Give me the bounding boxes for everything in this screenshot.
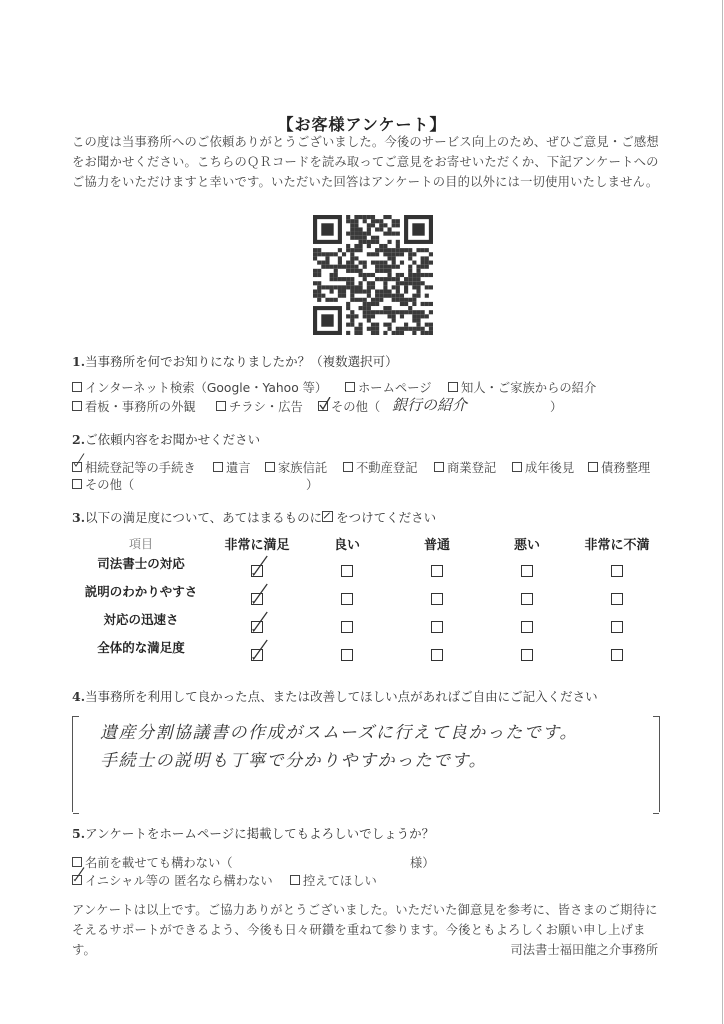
option-label: その他（ (331, 400, 381, 414)
column-header: 非常に満足 (224, 537, 290, 553)
option-label: 名前を載せても構わない（ (85, 856, 233, 870)
satisfaction-item-label: 説明のわかりやすさ (84, 584, 198, 599)
q3-question-post: をつけてください (336, 510, 437, 525)
q5-option-decline[interactable] (290, 871, 377, 889)
office-signature: 司法書士福田龍之介事務所 (510, 943, 658, 957)
rating-cell (212, 638, 302, 666)
option-label: 看板・事務所の外観 (85, 400, 196, 414)
q2-option-inheritance[interactable] (72, 458, 196, 476)
rating-checkbox-checked[interactable] (251, 565, 263, 577)
rating-cell (212, 610, 302, 638)
checkbox[interactable] (434, 462, 444, 472)
rating-checkbox-checked[interactable] (251, 621, 263, 633)
q1-number: 1. (72, 354, 86, 369)
option-label: 控えてほしい (303, 874, 377, 888)
rating-cell (572, 610, 662, 638)
rating-checkbox[interactable] (341, 649, 353, 661)
check-mark-icon (73, 864, 85, 884)
option-label: 商業登記 (447, 461, 497, 475)
satisfaction-item-label: 司法書士の対応 (97, 556, 185, 571)
checkbox[interactable] (216, 401, 226, 411)
rating-checkbox[interactable] (341, 621, 353, 633)
rating-checkbox[interactable] (611, 649, 623, 661)
satisfaction-row (70, 554, 662, 582)
closing-paragraph: アンケートは以上です。ご協力ありがとうございました。いただいた御意見を参考に、皆さまのご期待にそえるサポートができるよう、今後も日々研鑽を重ねて参ります。今後ともよろしくお願い申し上げます。 (72, 903, 658, 957)
option-label: 相続登記等の手続き (85, 461, 196, 475)
option-label: 知人・ご家族からの紹介 (461, 381, 597, 395)
q1-heading (72, 352, 398, 370)
rating-cell (302, 582, 392, 610)
rating-checkbox[interactable] (431, 565, 443, 577)
satisfaction-row (70, 638, 662, 666)
q4-answer-line-1: 遺産分割協議書の作成がスムーズに行えて良かったです。 (100, 723, 578, 743)
q2-option-commercial[interactable] (434, 458, 496, 476)
rating-checkbox[interactable] (521, 649, 533, 661)
rating-checkbox[interactable] (521, 565, 533, 577)
check-mark-icon (251, 581, 269, 605)
checkbox[interactable] (72, 382, 82, 392)
q2-heading (72, 430, 260, 448)
rating-cell (302, 638, 392, 666)
item-header: 項目 (128, 536, 153, 551)
q1-option-flyer[interactable] (216, 397, 303, 415)
q4-answer-line-2: 手続士の説明も丁寧で分かりやすかったです。 (100, 751, 488, 771)
q3-heading (72, 508, 436, 526)
rating-checkbox[interactable] (431, 593, 443, 605)
q2-option-will[interactable] (213, 458, 251, 476)
q1-question: 当事務所を何でお知りになりましたか？（複数選択可） (85, 354, 398, 369)
rating-checkbox[interactable] (521, 621, 533, 633)
rating-checkbox-checked[interactable] (251, 593, 263, 605)
q2-option-family-trust[interactable] (265, 458, 327, 476)
q3-number: 3. (72, 510, 86, 525)
check-mark-icon (251, 637, 269, 661)
rating-cell (392, 582, 482, 610)
rating-cell (392, 554, 482, 582)
option-label: 不動産登記 (356, 461, 418, 475)
q1-other-answer[interactable]: 銀行の紹介 (392, 396, 468, 414)
checkbox[interactable] (448, 382, 458, 392)
q1-option-internet[interactable] (72, 378, 327, 396)
q2-other-close: ） (306, 478, 319, 492)
rating-checkbox[interactable] (341, 565, 353, 577)
rating-cell (572, 582, 662, 610)
q2-option-real-estate[interactable] (343, 458, 418, 476)
option-label: 遺言 (226, 461, 251, 475)
column-header: 良い (333, 537, 360, 553)
option-label: ホームページ (358, 381, 432, 395)
rating-cell (482, 610, 572, 638)
check-mark-icon (323, 512, 332, 521)
checkbox[interactable] (588, 462, 598, 472)
rating-checkbox[interactable] (431, 649, 443, 661)
rating-cell (392, 638, 482, 666)
rating-cell (482, 582, 572, 610)
q3-question-pre: 以下の満足度について、あてはまるものに (85, 510, 323, 525)
checkbox[interactable] (290, 875, 300, 885)
rating-cell (212, 554, 302, 582)
q5-option-name-ok[interactable] (72, 853, 233, 871)
rating-checkbox[interactable] (611, 621, 623, 633)
rating-checkbox[interactable] (341, 593, 353, 605)
rating-cell (482, 554, 572, 582)
q5-name-suffix: 様） (410, 856, 435, 870)
rating-checkbox[interactable] (431, 621, 443, 633)
scan-edge-line (722, 0, 723, 1024)
check-mark-icon (251, 553, 269, 577)
checkbox[interactable] (343, 462, 353, 472)
qr-code[interactable] (313, 215, 433, 335)
rating-checkbox[interactable] (521, 593, 533, 605)
satisfaction-row (70, 610, 662, 638)
q1-option-other[interactable] (318, 397, 380, 415)
column-header: 普通 (423, 537, 450, 553)
rating-checkbox[interactable] (611, 593, 623, 605)
checkbox[interactable] (345, 382, 355, 392)
option-label: 家族信託 (278, 461, 328, 475)
q4-question: 当事務所を利用して良かった点、または改善してほしい点があればご自由にご記入ください (85, 689, 598, 704)
q4-heading (72, 687, 598, 705)
q5-number: 5. (72, 826, 86, 841)
option-label: チラシ・広告 (229, 400, 303, 414)
check-mark-icon (73, 449, 85, 471)
rating-cell (302, 554, 392, 582)
checkbox-checked[interactable] (72, 462, 82, 472)
q1-option-referral[interactable] (448, 378, 596, 396)
q2-number: 2. (72, 432, 86, 447)
satisfaction-item-label: 対応の迅速さ (103, 612, 179, 627)
rating-cell (392, 610, 482, 638)
q2-option-other[interactable] (72, 475, 134, 493)
checkbox[interactable] (512, 462, 522, 472)
checkbox-checked[interactable] (72, 875, 82, 885)
column-header: 悪い (513, 537, 540, 553)
intro-paragraph: この度は当事務所へのご依頼ありがとうございました。今後のサービス向上のため、ぜひご意見・ご感想をお聞かせください。こちらのＱＲコードを読み取ってご意見をお寄せいただくか、下記アンケートへのご協力をいただけますと幸いです。いただいた回答はアンケートの目的以外には一切使用いたしません。 (72, 135, 659, 189)
q2-option-guardianship[interactable] (512, 458, 574, 476)
option-label: 債務整理 (601, 461, 651, 475)
satisfaction-table (70, 532, 662, 666)
q2-question: ご依頼内容をお聞かせください (85, 432, 261, 447)
survey-title: 【お客様アンケート】 (277, 115, 447, 134)
rating-cell (572, 638, 662, 666)
q5-option-anonymous[interactable] (72, 871, 273, 889)
q5-question: アンケートをホームページに掲載してもよろしいでしょうか？ (85, 826, 435, 841)
checkbox[interactable] (265, 462, 275, 472)
satisfaction-header-row (70, 532, 662, 554)
checkbox-checked[interactable] (318, 401, 328, 411)
option-label: 成年後見 (525, 461, 575, 475)
q4-number: 4. (72, 689, 86, 704)
column-header: 非常に不満 (584, 537, 650, 553)
q5-heading (72, 824, 434, 842)
satisfaction-item-label: 全体的な満足度 (97, 640, 185, 655)
option-label: イニシャル等の 匿名なら構わない (85, 874, 273, 888)
check-mark-icon (251, 609, 269, 633)
q1-option-signboard[interactable] (72, 397, 196, 415)
rating-cell (482, 638, 572, 666)
q2-option-debt[interactable] (588, 458, 650, 476)
q1-other-close: ） (550, 400, 563, 414)
rating-cell (212, 582, 302, 610)
check-mark-icon (319, 397, 331, 410)
checkbox-example-icon (322, 511, 333, 522)
rating-checkbox[interactable] (611, 565, 623, 577)
rating-cell (302, 610, 392, 638)
checkbox[interactable] (72, 479, 82, 489)
rating-checkbox-checked[interactable] (251, 649, 263, 661)
checkbox[interactable] (72, 401, 82, 411)
rating-cell (572, 554, 662, 582)
option-label: その他（ (85, 478, 135, 492)
option-label: インターネット検索（Google・Yahoo 等） (85, 381, 328, 395)
satisfaction-row (70, 582, 662, 610)
checkbox[interactable] (213, 462, 223, 472)
